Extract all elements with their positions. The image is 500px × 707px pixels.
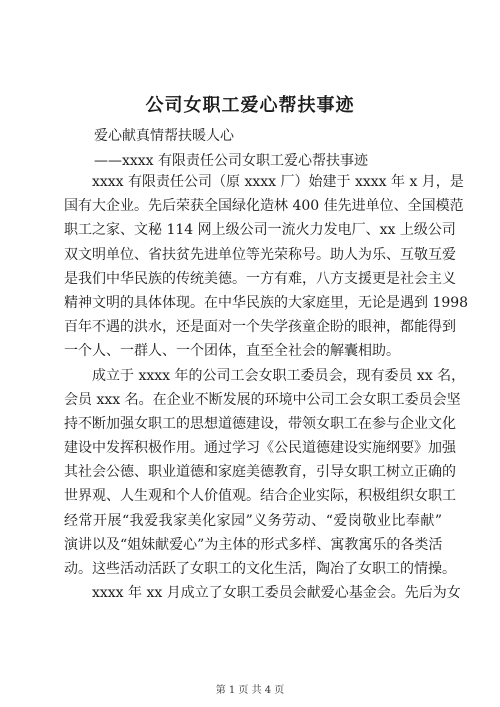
text-line: 持不断加强女职工的思想道德建设，带领女职工在参与企业文化: [64, 415, 456, 432]
text-line: 职工之家、文秘 114 网上级公司一流火力发电厂、xx 上级公司: [64, 222, 456, 239]
text-line: 世界观、人生观和个人价值观。结合企业实际，积极组织女职工: [64, 488, 456, 505]
document-subtitle: 爱心献真情帮扶暖人心: [94, 128, 234, 144]
document-title: 公司女职工爱心帮扶事迹: [145, 95, 355, 116]
text-line: 国有大企业。先后荣获全国绿化造林 400 佳先进单位、全国模范: [64, 198, 464, 215]
text-line: 精神文明的具体体现。在中华民族的大家庭里，无论是遇到 1998: [64, 294, 469, 311]
paragraph-2: [64, 364, 466, 582]
page-footer: 第 1 页 共 4 页: [215, 685, 285, 696]
text-line: 演讲以及“姐妹献爱心”为主体的形式多样、寓教寓乐的各类活: [64, 536, 443, 553]
paragraph-3: [64, 581, 461, 605]
text-line: 会员 xxx 名。在企业不断发展的环境中公司工会女职工委员会坚: [64, 391, 461, 408]
text-line: 一个人、一群人、一个团体，直至全社会的解囊相助。: [64, 343, 400, 360]
text-line: 双文明单位、省扶贫先进单位等光荣称号。助人为乐、互敬互爱: [64, 246, 456, 263]
document-attribution: ——xxxx 有限责任公司女职工爱心帮扶事迹: [94, 153, 369, 169]
text-line: 其社会公德、职业道德和家庭美德教育，引导女职工树立正确的: [64, 464, 456, 481]
document-body: [64, 170, 469, 605]
text-line: xxxx 年 xx 月成立了女职工委员会献爱心基金会。先后为女: [92, 585, 461, 602]
text-line: xxxx 有限责任公司（原 xxxx 厂）始建于 xxxx 年 x 月，是: [92, 174, 464, 190]
text-line: 动。这些活动活跃了女职工的文化生活，陶冶了女职工的情操。: [64, 561, 456, 577]
text-line: 成立于 xxxx 年的公司工会女职工委员会，现有委员 xx 名，: [92, 367, 466, 384]
text-line: 经常开展“我爱我家美化家园”义务劳动、“爱岗敬业比奉献”: [64, 512, 442, 529]
text-line: 百年不遇的洪水，还是面对一个失学孩童企盼的眼神，都能得到: [64, 319, 456, 336]
paragraph-1: [64, 170, 469, 364]
text-line: 是我们中华民族的传统美德。一方有难，八方支援更是社会主义: [64, 270, 456, 287]
text-line: 建设中发挥积极作用。通过学习《公民道德建设实施纲要》加强: [64, 440, 456, 457]
